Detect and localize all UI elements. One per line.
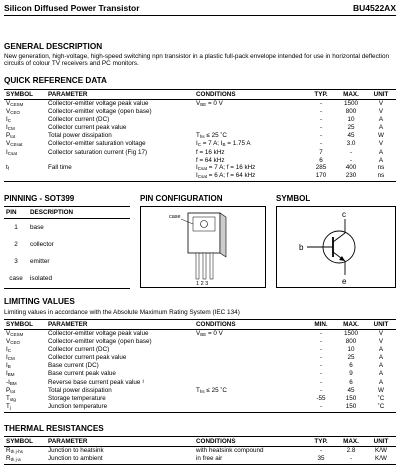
npn-transistor-symbol (277, 207, 395, 287)
pin-description-cell: emitter (30, 258, 50, 265)
max-cell: 45 (347, 386, 355, 394)
symbol-cell (4, 157, 46, 164)
page-header (4, 2, 396, 16)
unit-cell: K/W (375, 447, 387, 454)
thermal-header-unit: UNIT (366, 437, 396, 447)
emitter-label: e (342, 277, 347, 286)
max-cell: 2.8 (346, 447, 356, 454)
unit-cell: V (378, 338, 384, 346)
typ-cell: - (319, 100, 323, 107)
max-cell: 150 (336, 403, 366, 413)
symbol-title: SYMBOL (276, 194, 311, 203)
max-cell: 400 (345, 163, 357, 171)
typ-cell: 6 (319, 156, 323, 164)
max-cell: 10 (347, 346, 355, 354)
unit-cell: V (378, 330, 384, 337)
pinning-header-pin: PIN (4, 207, 28, 219)
parameter-cell (46, 157, 194, 164)
limiting-values-title: LIMITING VALUES (4, 297, 75, 306)
parameter-cell: Total power dissipation (48, 132, 112, 140)
conditions-cell: $I_{Csat} = 6$ A; f = 64 kHz (194, 172, 306, 182)
conditions-cell: $T_{hs} \le 25$ ˚C (196, 386, 227, 394)
table-row (4, 346, 396, 354)
conditions-cell: in free air (194, 455, 306, 465)
symbol-cell: $I_{Csat}$ (6, 148, 18, 156)
unit-cell: K/W (366, 455, 396, 465)
min-cell: - (319, 370, 323, 378)
parameter-cell: Fall time (48, 163, 72, 171)
parameter-cell: Collector-emitter saturation voltage (48, 140, 146, 148)
unit-cell: V (378, 108, 384, 116)
max-cell: 1500 (343, 100, 358, 107)
max-cell: 1500 (343, 330, 358, 337)
table-row (4, 132, 396, 140)
parameter-cell: Collector current peak value (48, 124, 127, 132)
thermal-resistances-table (4, 436, 396, 465)
parameter-cell: Junction to heatsink (48, 447, 104, 454)
min-cell: - (319, 346, 323, 354)
conditions-cell (194, 338, 306, 346)
table-row (4, 149, 396, 157)
limiting-header-min: MIN. (306, 320, 336, 330)
parameter-cell: Collector-emitter voltage peak value (48, 100, 149, 107)
conditions-cell (194, 395, 306, 403)
max-cell: 25 (347, 354, 355, 362)
base-label: b (299, 243, 304, 252)
thermal-header-parameter: PARAMETER (46, 437, 194, 447)
symbol-cell: $V_{CESM}$ (6, 330, 24, 337)
quick-reference-table (4, 89, 396, 182)
min-cell: - (319, 338, 323, 346)
parameter-cell: Storage temperature (48, 394, 106, 402)
parameter-cell: Collector-emitter voltage peak value (48, 330, 149, 337)
max-cell: 6 (349, 378, 353, 386)
table-row (4, 172, 396, 182)
header-title: Silicon Diffused Power Transistor (4, 2, 140, 13)
parameter-cell: Total power dissipation (48, 386, 112, 394)
symbol-cell: $V_{CEsat}$ (6, 140, 23, 148)
table-row (4, 395, 396, 403)
symbol-cell: $V_{CEO}$ (6, 338, 20, 346)
min-cell: -55 (316, 394, 326, 402)
thermal-resistances-title: THERMAL RESISTANCES (4, 424, 104, 433)
min-cell: - (319, 386, 323, 394)
max-cell: 25 (347, 124, 355, 132)
min-cell: - (319, 378, 323, 386)
conditions-cell (194, 116, 306, 124)
package-drawing (141, 207, 265, 287)
pinning-title: PINNING - SOT399 (4, 194, 75, 203)
table-row (4, 387, 396, 395)
table-row (4, 124, 396, 132)
conditions-cell (194, 403, 306, 413)
unit-cell: V (378, 100, 384, 107)
quick-header-unit: UNIT (366, 90, 396, 100)
parameter-cell: Collector-emitter voltage (open base) (48, 338, 152, 346)
unit-cell: A (378, 156, 384, 164)
limiting-values-table (4, 319, 396, 413)
symbol-cell: $I_C$ (6, 116, 11, 124)
max-cell: 800 (345, 338, 357, 346)
typ-cell: - (319, 116, 323, 124)
symbol-cell: $I_B$ (6, 362, 11, 370)
parameter-cell: Collector saturation current (Fig 17) (48, 148, 148, 156)
table-row (4, 116, 396, 124)
typ-cell: 7 (319, 148, 323, 156)
quick-header-max: MAX. (336, 90, 366, 100)
min-cell: - (319, 362, 323, 370)
symbol-cell: $V_{CESM}$ (6, 100, 24, 107)
unit-cell: A (378, 362, 384, 370)
symbol-cell: $I_{CM}$ (6, 124, 15, 132)
table-row (4, 270, 130, 289)
limiting-header-conditions: CONDITIONS (194, 320, 306, 330)
table-row (4, 157, 396, 164)
unit-cell: A (378, 354, 384, 362)
parameter-cell: Collector current (DC) (48, 116, 110, 124)
conditions-cell (194, 346, 306, 354)
symbol-cell: $I_{BM}$ (6, 370, 15, 378)
parameter-cell: Base current peak value (48, 370, 116, 378)
conditions-cell (194, 379, 306, 387)
unit-cell: ns (377, 163, 385, 171)
pin-number-cell: case (4, 270, 28, 289)
limiting-values-subtitle: Limiting values in accordance with the Absolute Maximum Rating System (IEC 134) (4, 309, 240, 316)
parameter-cell: Collector current peak value (48, 354, 127, 362)
conditions-cell: f = 64 kHz (196, 156, 225, 164)
typ-cell: 170 (306, 172, 336, 182)
table-row (4, 100, 396, 109)
symbol-cell: $R_{th j-hs}$ (6, 447, 23, 454)
unit-cell: ˚C (366, 403, 396, 413)
max-cell: 45 (347, 132, 355, 140)
table-row (4, 164, 396, 172)
pin-number-cell: 3 (14, 258, 18, 265)
collector-label: c (342, 210, 346, 219)
max-cell: - (349, 148, 353, 156)
symbol-cell: $t_f$ (6, 163, 10, 171)
parameter-cell: Collector-emitter voltage (open base) (48, 108, 152, 116)
typ-cell: 35 (306, 455, 336, 465)
symbol-cell: $T_j$ (4, 403, 46, 413)
pin-number-cell: 2 (14, 241, 18, 248)
pin-numbers-label: 1 2 3 (196, 281, 209, 287)
quick-header-symbol: SYMBOL (4, 90, 46, 100)
general-description-text: New generation, high-voltage, high-speed switching npn transistor in a plastic full-pack envelope intended for use in horizontal deflection circuits of colour TV receivers and PC monitors. (4, 53, 390, 68)
quick-header-typ: TYP. (306, 90, 336, 100)
typ-cell: - (319, 447, 323, 454)
table-row (4, 253, 130, 270)
max-cell: 9 (349, 370, 353, 378)
pin-description-cell: base (30, 224, 44, 231)
conditions-cell: $V_{BE} = 0$ V (196, 100, 223, 107)
unit-cell: A (378, 378, 384, 386)
pinning-table (4, 206, 130, 289)
symbol-box (276, 206, 396, 288)
limiting-header-parameter: PARAMETER (46, 320, 194, 330)
conditions-cell: $I_C = 7$ A; $I_B = 1.75$ A (196, 140, 251, 148)
general-description-title: GENERAL DESCRIPTION (4, 42, 103, 51)
table-row (4, 330, 396, 339)
table-row (4, 108, 396, 116)
max-cell: 3.0 (346, 140, 356, 148)
unit-cell: A (378, 370, 384, 378)
max-cell: 150 (345, 394, 357, 402)
parameter-cell: Base current (DC) (48, 362, 99, 370)
case-label: case (169, 214, 181, 220)
table-row (4, 219, 130, 237)
symbol-cell: $I_{CM}$ (6, 354, 15, 362)
unit-cell: ns (366, 172, 396, 182)
symbol-cell: $-I_{BM}$ (6, 378, 17, 386)
max-cell: 800 (345, 108, 357, 116)
conditions-cell: $V_{BE} = 0$ V (196, 330, 223, 337)
thermal-header-max: MAX. (336, 437, 366, 447)
table-row (4, 362, 396, 370)
unit-cell: A (378, 116, 384, 124)
pin-description-cell: isolated (28, 270, 130, 289)
conditions-cell: f = 16 kHz (196, 148, 225, 156)
min-cell: - (319, 330, 323, 337)
max-cell: 230 (336, 172, 366, 182)
parameter-cell: Reverse base current peak value ¹ (48, 378, 145, 386)
parameter-cell: Junction to ambient (46, 455, 194, 465)
min-cell: - (306, 403, 336, 413)
thermal-header-typ: TYP. (306, 437, 336, 447)
table-row (4, 447, 396, 456)
conditions-cell (194, 362, 306, 370)
thermal-header-conditions: CONDITIONS (194, 437, 306, 447)
limiting-header-symbol: SYMBOL (4, 320, 46, 330)
symbol-cell: $R_{th j-a}$ (4, 455, 46, 465)
symbol-cell: $P_{tot}$ (6, 132, 16, 140)
symbol-cell: $P_{tot}$ (6, 386, 16, 394)
typ-cell: - (319, 124, 323, 132)
conditions-cell: $I_{Csat} = 7$ A; f = 16 kHz (196, 163, 256, 171)
quick-header-conditions: CONDITIONS (194, 90, 306, 100)
thermal-header-symbol: SYMBOL (4, 437, 46, 447)
table-row (4, 455, 396, 465)
symbol-cell: $V_{CEO}$ (6, 108, 20, 116)
max-cell: - (349, 156, 353, 164)
unit-cell: A (378, 346, 384, 354)
table-row (4, 236, 130, 253)
max-cell: 10 (347, 116, 355, 124)
parameter-cell: Junction temperature (46, 403, 194, 413)
unit-cell: W (378, 132, 384, 140)
header-part-number: BU4522AX (353, 2, 396, 13)
parameter-cell (46, 172, 194, 182)
pin-configuration-box (140, 206, 266, 288)
symbol-cell: $T_{stg}$ (6, 394, 16, 402)
unit-cell: A (378, 124, 384, 132)
max-cell: - (336, 455, 366, 465)
table-row (4, 370, 396, 378)
pin-number-cell: 1 (14, 224, 18, 231)
unit-cell: W (378, 386, 384, 394)
table-row (4, 379, 396, 387)
max-cell: 6 (349, 362, 353, 370)
pin-description-cell: collector (30, 241, 54, 248)
limiting-header-unit: UNIT (366, 320, 396, 330)
symbol-cell: $I_C$ (6, 346, 11, 354)
unit-cell: ˚C (377, 394, 385, 402)
table-row (4, 140, 396, 148)
quick-reference-title: QUICK REFERENCE DATA (4, 76, 107, 85)
table-row (4, 354, 396, 362)
conditions-cell: with heatsink compound (196, 447, 264, 454)
typ-cell: - (319, 132, 323, 140)
quick-header-parameter: PARAMETER (46, 90, 194, 100)
limiting-header-max: MAX. (336, 320, 366, 330)
pinning-header-description: DESCRIPTION (28, 207, 130, 219)
conditions-cell (194, 108, 306, 116)
parameter-cell: Collector current (DC) (48, 346, 110, 354)
typ-cell: - (319, 108, 323, 116)
unit-cell: V (378, 140, 384, 148)
conditions-cell: $T_{hs} \le 25$ ˚C (196, 132, 227, 140)
pin-configuration-title: PIN CONFIGURATION (140, 194, 223, 203)
typ-cell: 285 (315, 163, 327, 171)
symbol-cell (4, 172, 46, 182)
min-cell: - (319, 354, 323, 362)
conditions-cell (194, 354, 306, 362)
table-row (4, 403, 396, 413)
conditions-cell (194, 370, 306, 378)
unit-cell: A (378, 148, 384, 156)
typ-cell: - (319, 140, 323, 148)
table-row (4, 338, 396, 346)
